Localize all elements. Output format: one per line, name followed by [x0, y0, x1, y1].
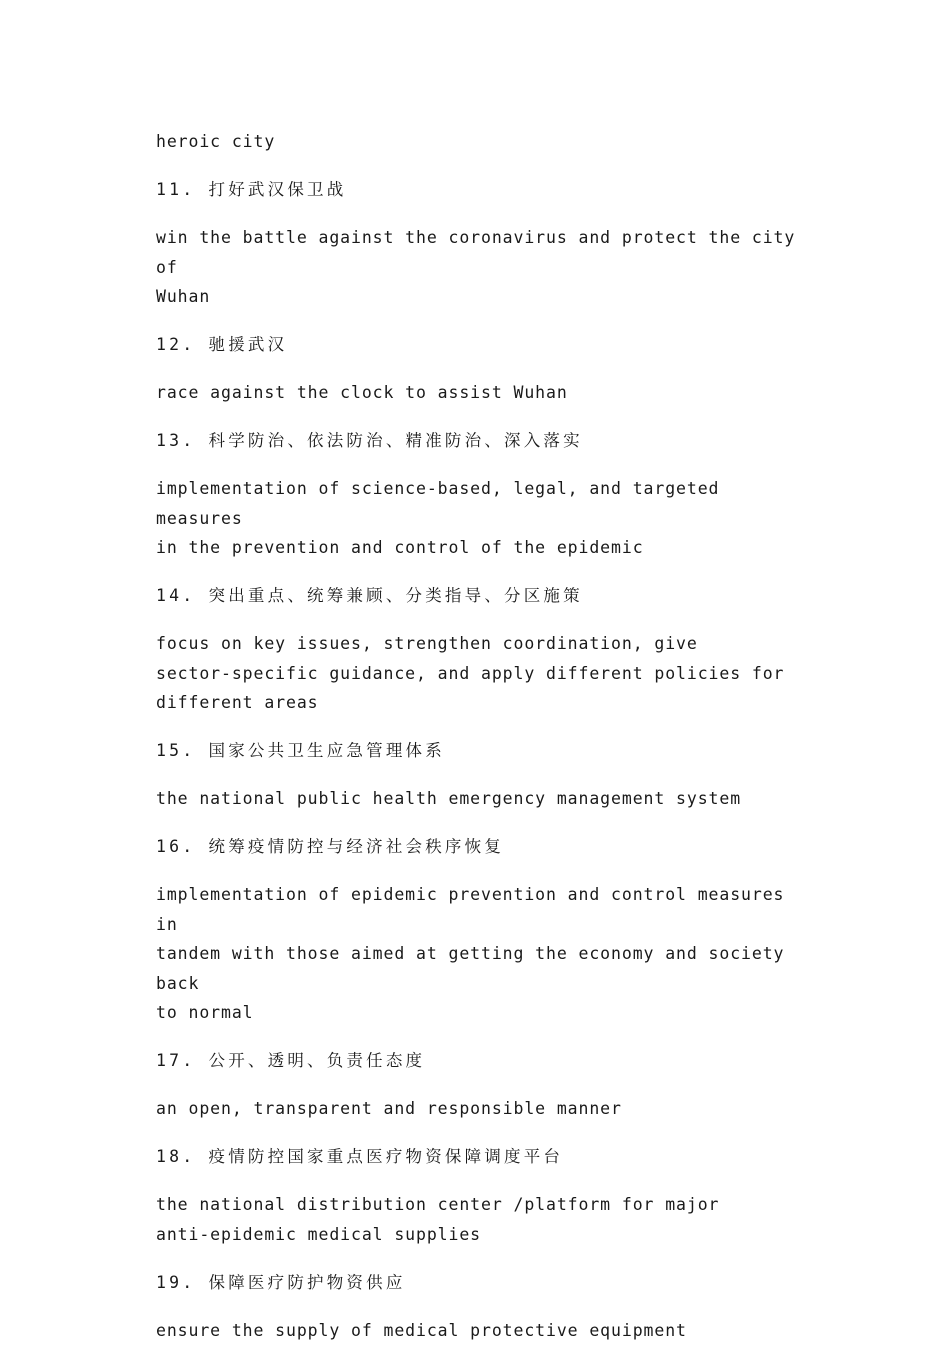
term-16-translation-line-2: tandem with those aimed at getting the economy and society back [156, 939, 806, 998]
document-page [156, 127, 806, 1345]
term-14-translation-line-3: different areas [156, 688, 806, 718]
term-18-translation-line-1: the national distribution center /platform for major [156, 1190, 806, 1220]
term-19-chinese: 19. 保障医疗防护物资供应 [156, 1268, 806, 1298]
term-13-translation-line-2: in the prevention and control of the epidemic [156, 533, 806, 563]
term-16-chinese: 16. 统筹疫情防控与经济社会秩序恢复 [156, 832, 806, 862]
term-18-chinese: 18. 疫情防控国家重点医疗物资保障调度平台 [156, 1142, 806, 1172]
term-17-chinese: 17. 公开、透明、负责任态度 [156, 1046, 806, 1076]
term-18-translation-line-2: anti-epidemic medical supplies [156, 1220, 806, 1250]
term-translation: heroic city [156, 127, 806, 157]
term-12-translation: race against the clock to assist Wuhan [156, 378, 806, 408]
term-15-translation: the national public health emergency management system [156, 784, 806, 814]
term-19-translation: ensure the supply of medical protective equipment [156, 1316, 806, 1345]
term-11-translation-line-1: win the battle against the coronavirus and protect the city of [156, 223, 806, 282]
term-13-chinese: 13. 科学防治、依法防治、精准防治、深入落实 [156, 426, 806, 456]
term-14-translation-line-1: focus on key issues, strengthen coordination, give [156, 629, 806, 659]
term-17-translation: an open, transparent and responsible manner [156, 1094, 806, 1124]
term-13-translation-line-1: implementation of science-based, legal, and targeted measures [156, 474, 806, 533]
term-14-chinese: 14. 突出重点、统筹兼顾、分类指导、分区施策 [156, 581, 806, 611]
term-11-translation-line-2: Wuhan [156, 282, 806, 312]
term-11-chinese: 11. 打好武汉保卫战 [156, 175, 806, 205]
term-12-chinese: 12. 驰援武汉 [156, 330, 806, 360]
term-16-translation-line-1: implementation of epidemic prevention and control measures in [156, 880, 806, 939]
term-16-translation-line-3: to normal [156, 998, 806, 1028]
term-14-translation-line-2: sector-specific guidance, and apply different policies for [156, 659, 806, 689]
term-15-chinese: 15. 国家公共卫生应急管理体系 [156, 736, 806, 766]
